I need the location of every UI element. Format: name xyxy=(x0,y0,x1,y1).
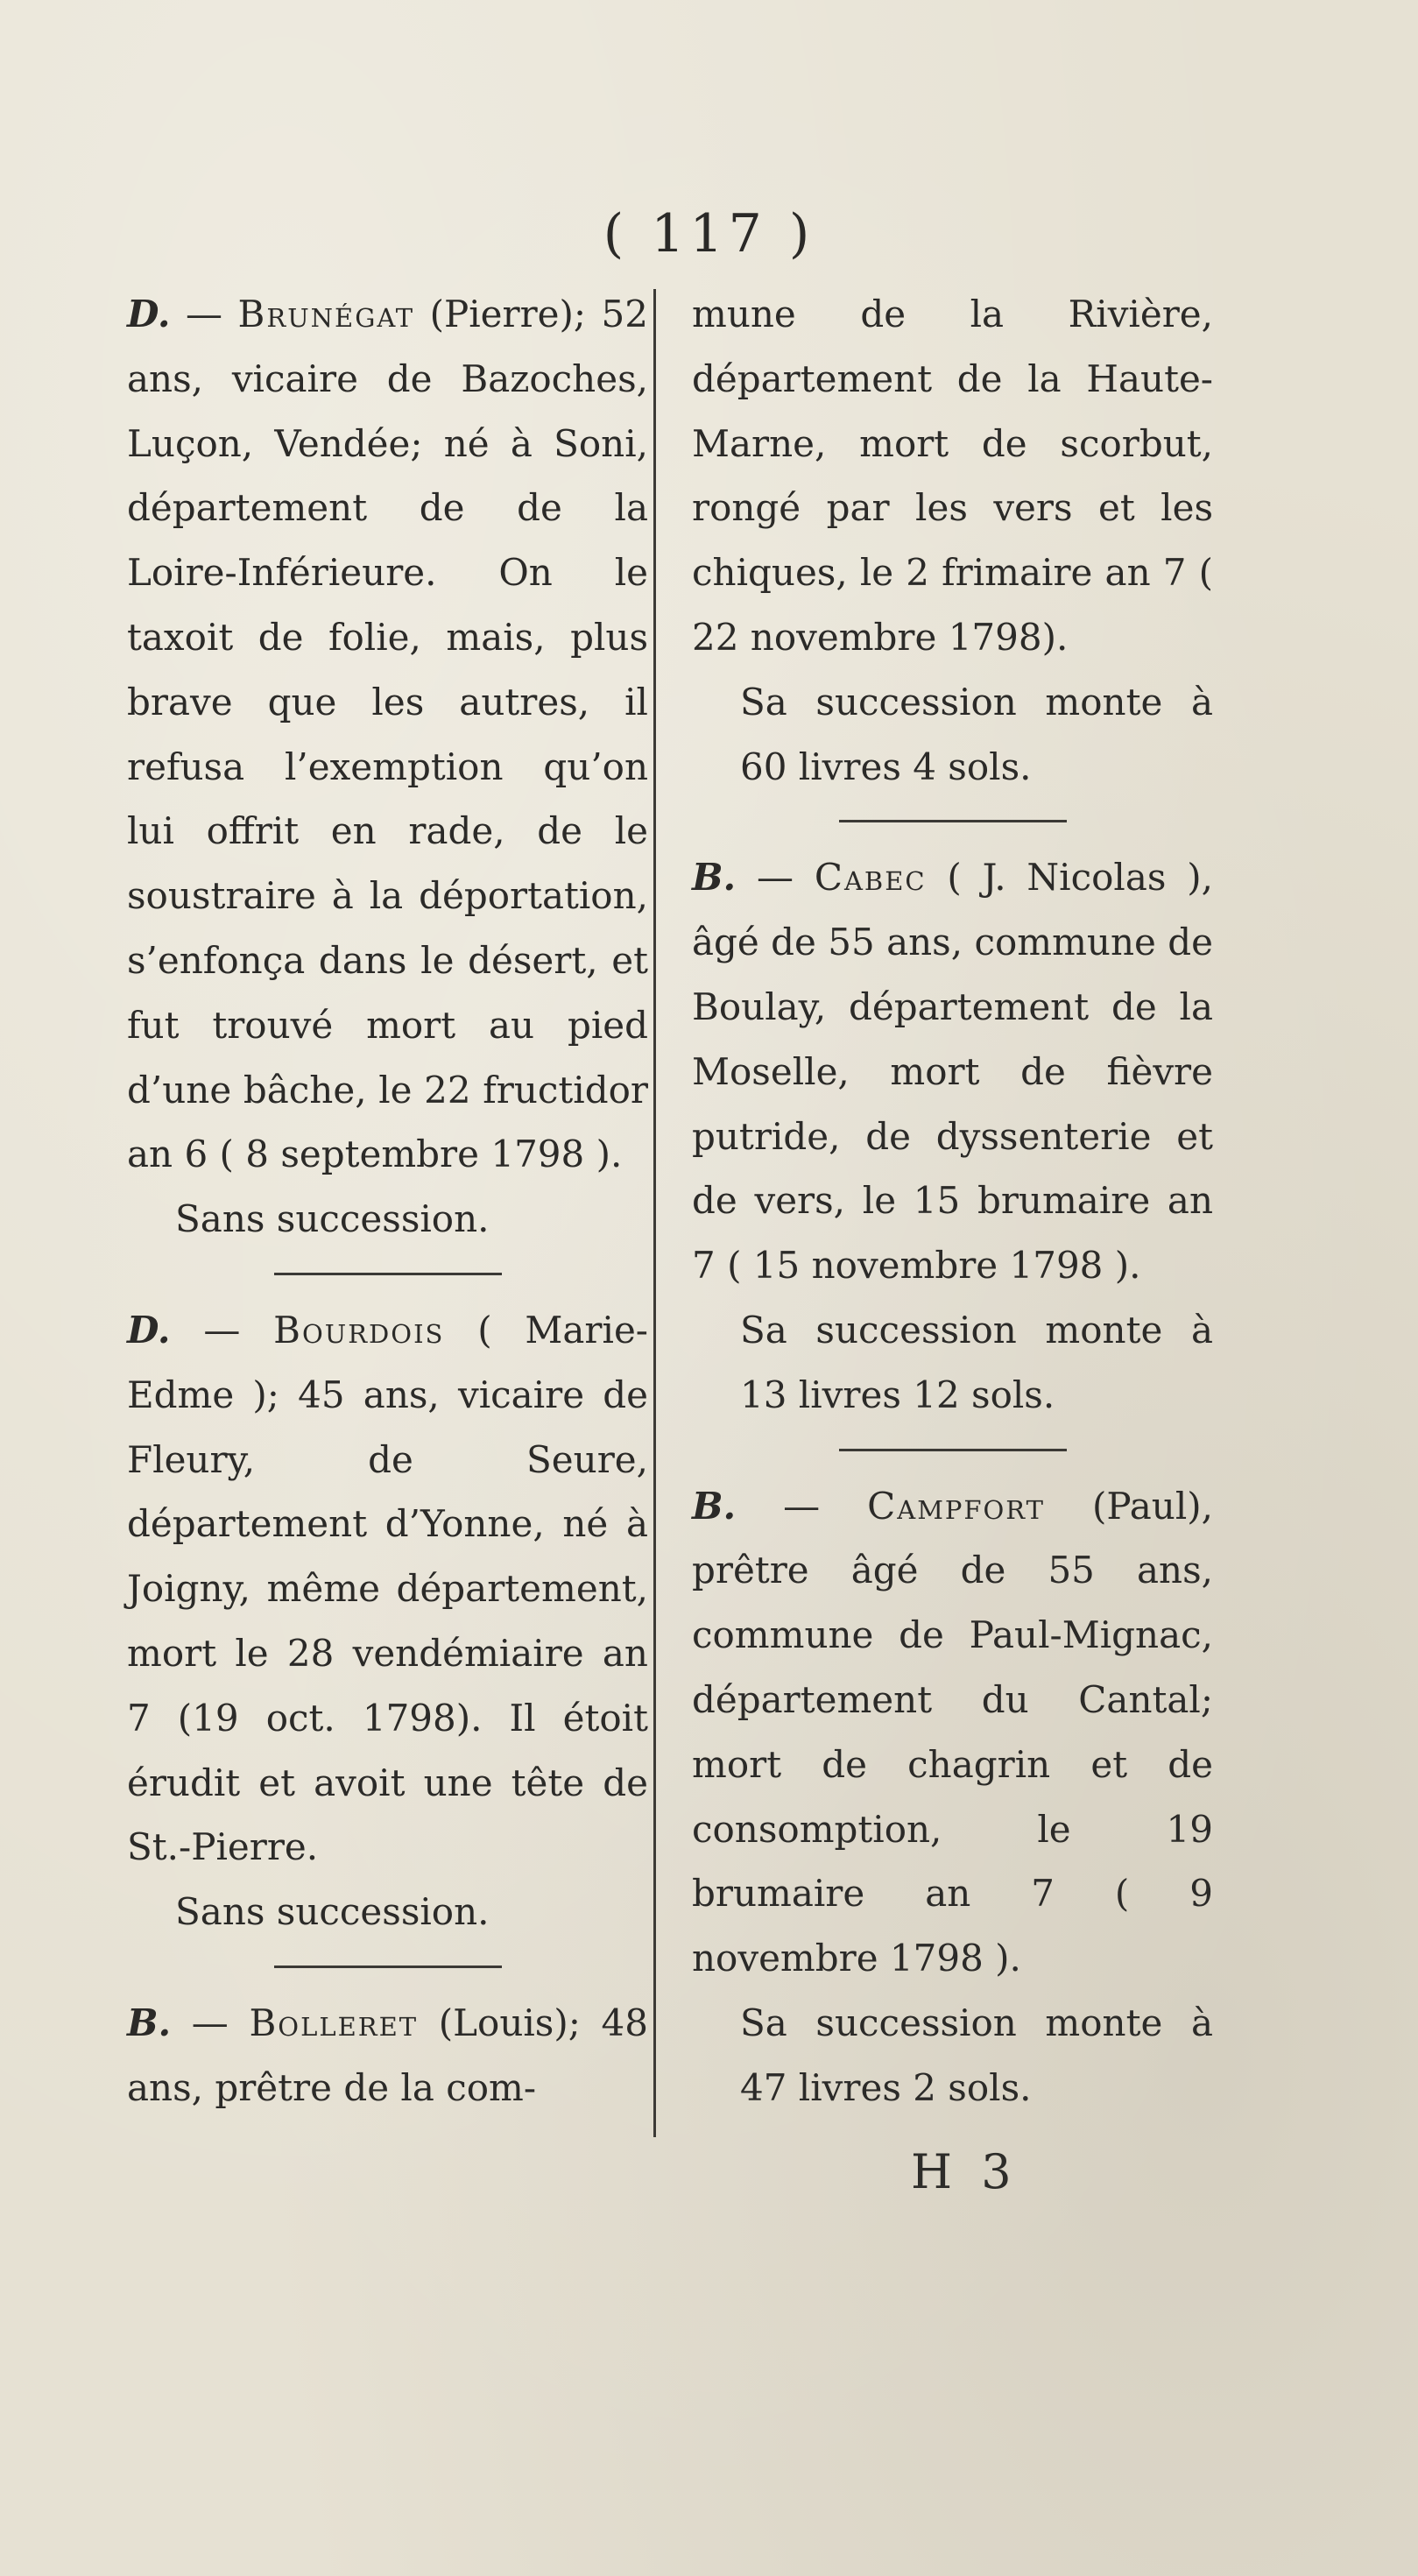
column-divider xyxy=(653,289,656,2137)
entry-dash: — xyxy=(170,1308,274,1352)
entry-letter: D. xyxy=(127,293,171,335)
entry-cabec xyxy=(692,845,1213,1298)
signature-mark: H 3 xyxy=(911,2144,1019,2199)
entry-dash: — xyxy=(736,1484,868,1528)
entry-campfort xyxy=(692,1474,1213,1991)
entry-separator xyxy=(274,1966,502,1968)
entry-separator xyxy=(839,1449,1067,1451)
entry-letter: D. xyxy=(127,1308,171,1352)
page-number: ( 117 ) xyxy=(603,203,815,265)
entry-separator xyxy=(274,1273,502,1275)
entry-brunegat xyxy=(127,282,648,1187)
entry-surname: Brunégat xyxy=(237,293,415,335)
entry-letter: B. xyxy=(127,2001,172,2044)
entry-letter: B. xyxy=(692,1484,737,1528)
entry-surname: Bolleret xyxy=(249,2001,419,2044)
entry-succession: Sa succession monte à 47 livres 2 sols. xyxy=(740,2001,1213,2109)
entry-dash: — xyxy=(171,2001,250,2044)
entry-text: ( Marie-Edme ); 45 ans, vicaire de Fleury, de Seure, département d’Yonne, né à Joigny, même département, mort le 28 vendémiaire an 7 (19 oct. 1798). Il étoit érudit et avoit une tête de St.-Pierre. xyxy=(127,1308,648,1869)
entry-succession: Sa succession monte à 13 livres 12 sols. xyxy=(740,1308,1213,1416)
entry-succession: Sans succession. xyxy=(175,1890,490,1934)
entry-text: (Louis); 48 ans, prêtre de la com- xyxy=(127,2001,648,2109)
entry-bolleret xyxy=(127,1991,648,2121)
entry-text: ( J. Nicolas ), âgé de 55 ans, commune de Boulay, département de la Moselle, mort de fièvre putride, de dyssenterie et de vers, le 15 brumaire an 7 ( 15 novembre 1798 ). xyxy=(692,856,1213,1288)
entry-surname: Campfort xyxy=(867,1484,1045,1528)
entry-bourdois xyxy=(127,1298,648,1880)
right-column xyxy=(692,282,1213,2121)
entry-surname: Cabec xyxy=(814,856,927,900)
entry-surname: Bourdois xyxy=(273,1308,445,1352)
entry-separator xyxy=(839,820,1067,822)
entry-text: (Pierre); 52 ans, vicaire de Bazoches, Luçon, Vendée; né à Soni, département de de la Loire-Inférieure. On le taxoit de folie, mais, plus brave que les autres, il refusa l’exemption qu’on lui offrit en rade, de le soustraire à la déportation, s’enfonça dans le désert, et fut trouvé mort au pied d’une bâche, le 22 fructidor an 6 ( 8 septembre 1798 ). xyxy=(127,293,648,1176)
left-column xyxy=(127,282,648,2121)
entry-letter: B. xyxy=(692,856,737,900)
entry-succession: Sa succession monte à 60 livres 4 sols. xyxy=(740,680,1213,788)
entry-succession: Sans succession. xyxy=(175,1197,490,1241)
entry-text: (Paul), prêtre âgé de 55 ans, commune de Paul-Mignac, département du Cantal; mort de chagrin et de consomption, le 19 brumaire an 7 ( 9 novembre 1798 ). xyxy=(692,1484,1213,1980)
entry-continuation: mune de la Rivière, département de la Haute-Marne, mort de scorbut, rongé par les vers et les chiques, le 2 frimaire an 7 ( 22 novembre 1798). xyxy=(692,293,1213,659)
entry-dash: — xyxy=(736,856,815,900)
entry-dash: — xyxy=(170,293,238,335)
